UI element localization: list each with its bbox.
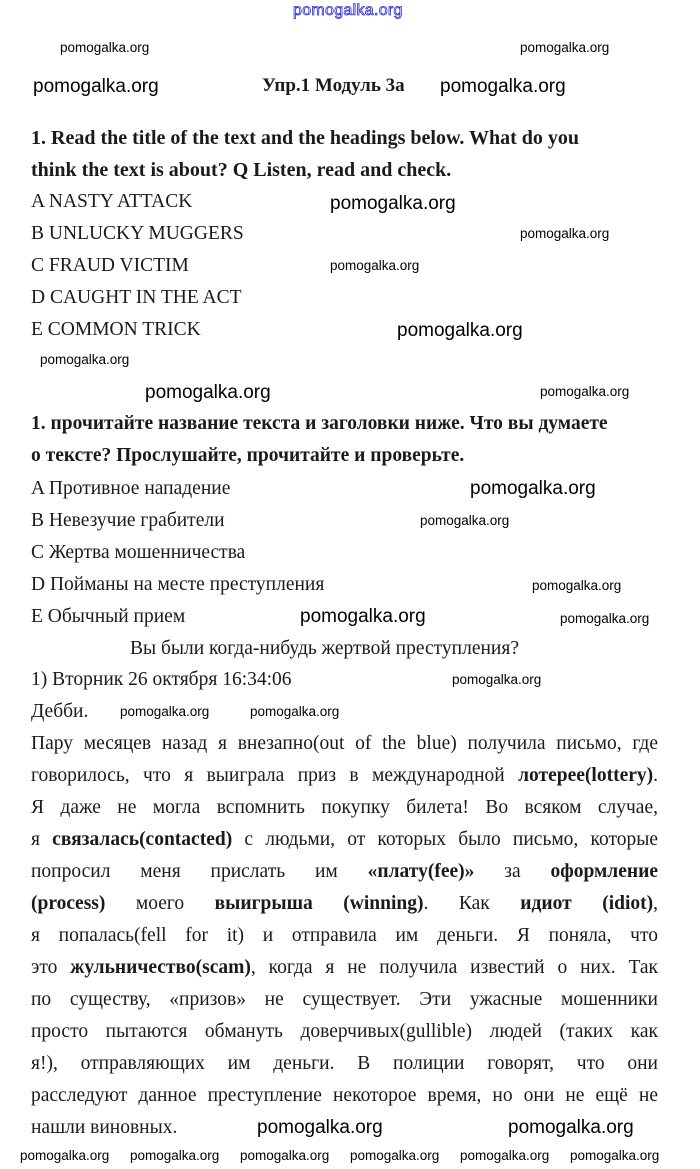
ru-heading-a: A Противное нападение	[31, 478, 231, 499]
watermark: pomogalka.org	[460, 1148, 550, 1163]
text-run: расследуют данное преступление некоторое время, но они не ещё не	[31, 1085, 658, 1106]
watermark: pomogalka.org	[532, 578, 622, 593]
paragraph-line	[31, 1084, 658, 1108]
watermark: pomogalka.org	[300, 606, 426, 627]
paragraph-line	[31, 796, 658, 820]
paragraph-line	[31, 764, 658, 788]
paragraph-line	[31, 1116, 177, 1140]
watermark: pomogalka.org	[420, 513, 510, 528]
question-heading: Вы были когда-нибудь жертвой преступления?	[130, 638, 519, 659]
paragraph-line	[31, 988, 658, 1012]
watermark: pomogalka.org	[20, 1148, 110, 1163]
watermark: pomogalka.org	[330, 258, 420, 273]
text-run: я	[31, 829, 53, 850]
paragraph-line	[31, 828, 658, 852]
paragraph-line	[31, 860, 658, 884]
bold-term: оформление	[550, 861, 658, 882]
text-run: ,	[653, 893, 658, 914]
bold-term: (process)	[31, 893, 106, 914]
text-run: это	[31, 957, 71, 978]
text-run: попросил меня прислать им	[31, 861, 368, 882]
watermark: pomogalka.org	[33, 76, 159, 97]
text-run: , когда я не получила известий о них. Так	[250, 957, 659, 978]
ru-heading-b: B Невезучие грабители	[31, 510, 225, 531]
watermark: pomogalka.org	[520, 40, 610, 55]
watermark: pomogalka.org	[470, 478, 596, 499]
watermark: pomogalka.org	[130, 1148, 220, 1163]
en-heading-b: B UNLUCKY MUGGERS	[31, 223, 244, 244]
text-run: я попалась(fell for it) и отправила им деньги. Я поняла, что	[31, 925, 658, 946]
text-run: моего	[105, 893, 215, 914]
text-run: говорилось, что я выиграла приз в международной	[31, 765, 519, 786]
text-run: Пару месяцев назад я внезапно(out of the blue) получила письмо, где	[31, 733, 658, 754]
en-heading-c: C FRAUD VICTIM	[31, 255, 189, 276]
watermark: pomogalka.org	[250, 704, 340, 719]
ru-heading-e: E Обычный прием	[31, 606, 186, 627]
paragraph-line	[31, 732, 658, 756]
en-task-line-2: think the text is about? Q Listen, read and check.	[31, 159, 452, 181]
en-heading-a: A NASTY ATTACK	[31, 191, 193, 212]
text-run: с людьми, от которых было письмо, которые	[232, 829, 658, 850]
bold-term: связалась(contacted)	[52, 829, 233, 850]
page-title: Упр.1 Модуль 3а	[262, 75, 405, 96]
ru-task-line-2: о тексте? Прослушайте, прочитайте и проверьте.	[31, 445, 465, 466]
bold-term: идиот (idiot)	[520, 893, 654, 914]
watermark: pomogalka.org	[120, 704, 210, 719]
watermark: pomogalka.org	[560, 611, 650, 626]
watermark: pomogalka.org	[240, 1148, 330, 1163]
watermark: pomogalka.org	[330, 193, 456, 214]
text-run: . Как	[423, 893, 521, 914]
text-run: .	[653, 765, 658, 786]
ru-heading-d: D Пойманы на месте преступления	[31, 574, 325, 595]
watermark: pomogalka.org	[440, 76, 566, 97]
post-author: Дебби.	[31, 701, 89, 722]
watermark: pomogalka.org	[145, 382, 271, 403]
paragraph-line	[31, 892, 658, 916]
en-heading-d: D CAUGHT IN THE ACT	[31, 287, 242, 308]
watermark: pomogalka.org	[40, 352, 130, 367]
watermark: pomogalka.org	[540, 384, 630, 399]
watermark: pomogalka.org	[350, 1148, 440, 1163]
bold-term: жульничество(scam)	[70, 957, 251, 978]
watermark: pomogalka.org	[60, 40, 150, 55]
watermark-top: pomogalka.org	[293, 2, 403, 19]
en-task-line-1: 1. Read the title of the text and the headings below. What do you	[31, 127, 579, 149]
paragraph-line	[31, 1020, 658, 1044]
bold-term: лотерее(lottery)	[518, 765, 654, 786]
text-run: по существу, «призов» не существует. Эти ужасные мошенники	[31, 989, 658, 1010]
text-run: за	[474, 861, 551, 882]
ru-heading-c: C Жертва мошенничества	[31, 542, 246, 563]
bold-term: выигрыша (winning)	[214, 893, 424, 914]
paragraph-line	[31, 956, 658, 980]
ru-task-line-1: 1. прочитайте название текста и заголовки ниже. Что вы думаете	[31, 413, 608, 434]
watermark: pomogalka.org	[508, 1117, 634, 1138]
paragraph-line	[31, 924, 658, 948]
text-run: просто пытаются обмануть доверчивых(gullible) людей (таких как	[31, 1021, 658, 1042]
watermark: pomogalka.org	[452, 672, 542, 687]
watermark: pomogalka.org	[520, 226, 610, 241]
en-heading-e: E COMMON TRICK	[31, 319, 201, 340]
text-run: Я даже не могла вспомнить покупку билета! Во всяком случае,	[31, 797, 658, 818]
watermark: pomogalka.org	[570, 1148, 660, 1163]
bold-term: «плату(fee)»	[367, 861, 475, 882]
text-run: нашли виновных.	[31, 1117, 178, 1138]
watermark: pomogalka.org	[257, 1117, 383, 1138]
watermark: pomogalka.org	[397, 320, 523, 341]
post-date: 1) Вторник 26 октября 16:34:06	[31, 669, 292, 690]
paragraph-line	[31, 1052, 658, 1076]
text-run: я!), отправляющих им деньги. В полиции говорят, что они	[31, 1053, 658, 1074]
